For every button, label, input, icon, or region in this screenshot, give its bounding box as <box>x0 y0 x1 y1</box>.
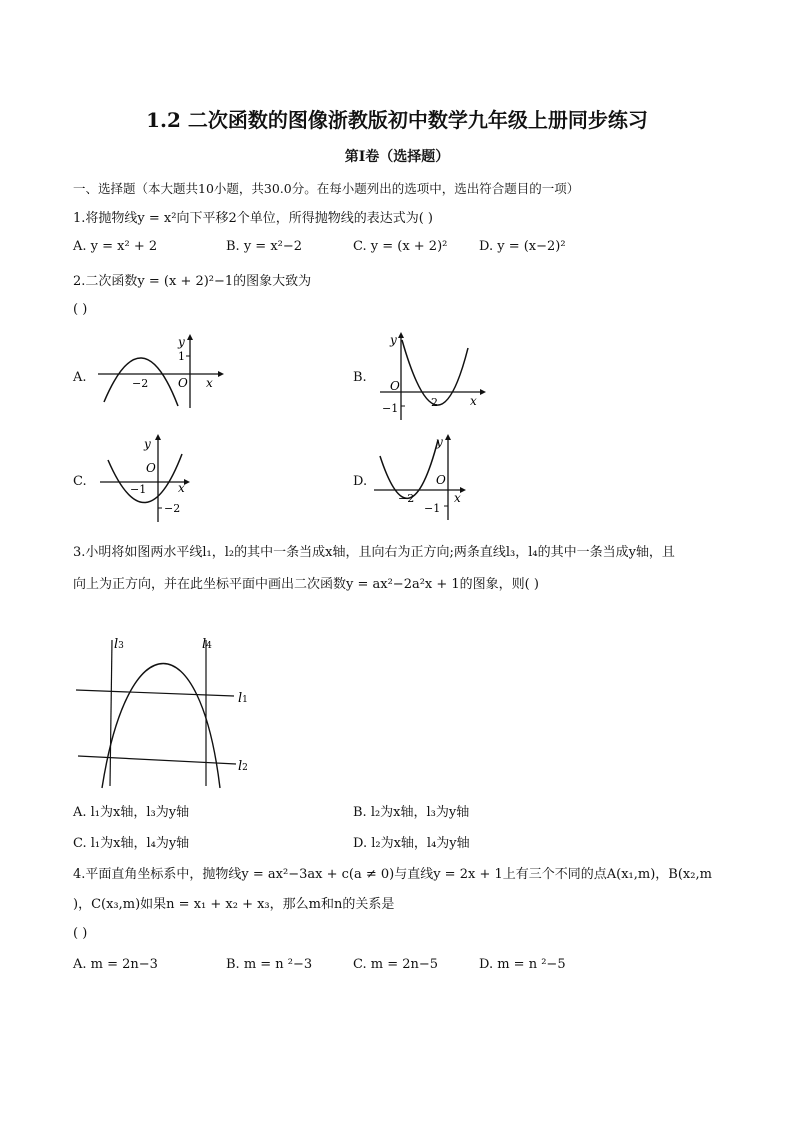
graph-a-tick-m2: −2 <box>132 377 149 390</box>
graph-b-y-label: y <box>390 333 397 347</box>
q4-option-b[interactable]: B. m = n ²−3 <box>226 957 313 972</box>
q3-label-l1-sub: 1 <box>242 695 248 705</box>
question-4-stem-line-2: )，C(x₃,m)如果n = x₁ + x₂ + x₃，那么m和n的关系是 <box>73 897 395 912</box>
graph-b-tick-2: 2 <box>431 396 438 409</box>
graph-a-x-label: x <box>206 376 213 390</box>
q2-graph-c <box>98 430 198 524</box>
q3-label-l4: l4 <box>202 637 212 652</box>
q1-option-a[interactable]: A. y = x² + 2 <box>73 239 158 254</box>
q2-graph-b <box>378 330 488 422</box>
graph-d-origin: O <box>436 473 446 487</box>
q3-option-d[interactable]: D. l₂为x轴，l₄为y轴 <box>353 836 470 851</box>
volume-subtitle: 第I卷（选择题） <box>344 149 450 165</box>
page-title: 1.2 二次函数的图像浙教版初中数学九年级上册同步练习 <box>146 108 648 132</box>
q3-option-c[interactable]: C. l₁为x轴，l₄为y轴 <box>73 836 190 851</box>
graph-d-tick-m1: −1 <box>424 502 441 515</box>
q2-option-b[interactable]: B. <box>353 370 367 385</box>
graph-c-origin: O <box>146 461 156 475</box>
q2-graph-d <box>372 430 472 522</box>
graph-a-origin: O <box>178 376 188 390</box>
graph-c-tick-m2: −2 <box>164 502 181 515</box>
q3-label-l2: l2 <box>238 759 248 774</box>
q3-label-l3-sub: 3 <box>118 641 124 651</box>
q4-option-a[interactable]: A. m = 2n−3 <box>73 957 158 972</box>
q3-label-l1: l1 <box>238 691 248 706</box>
q3-label-l3: l3 <box>114 637 124 652</box>
q4-option-d[interactable]: D. m = n ²−5 <box>479 957 566 972</box>
graph-c-tick-m1: −1 <box>130 483 147 496</box>
q3-option-a[interactable]: A. l₁为x轴，l₃为y轴 <box>73 805 190 820</box>
q4-option-c[interactable]: C. m = 2n−5 <box>353 957 439 972</box>
question-1-stem: 1.将抛物线y = x²向下平移2个单位，所得抛物线的表达式为( ) <box>73 211 433 226</box>
graph-a-tick-1: 1 <box>178 350 185 363</box>
q3-option-b[interactable]: B. l₂为x轴，l₃为y轴 <box>353 805 470 820</box>
question-3-stem-line-1: 3.小明将如图两水平线l₁，l₂的其中一条当成x轴，且向右为正方向;两条直线l₃，l₄的其中一条当成y轴，且 <box>73 545 675 560</box>
graph-b-origin: O <box>390 379 400 393</box>
question-2-stem: 2.二次函数y = (x + 2)²−1的图象大致为 <box>73 274 312 289</box>
graph-a-y-label: y <box>178 335 185 349</box>
graph-b-x-label: x <box>470 394 477 408</box>
q3-figure <box>72 630 262 790</box>
graph-b-tick-m1: −1 <box>382 402 399 415</box>
graph-c-y-label: y <box>144 437 151 451</box>
graph-c-x-label: x <box>178 481 185 495</box>
q1-option-d[interactable]: D. y = (x−2)² <box>479 239 566 254</box>
graph-d-tick-m2: −2 <box>398 492 415 505</box>
question-3-stem-line-2: 向上为正方向，并在此坐标平面中画出二次函数y = ax²−2a²x + 1的图象，则( ) <box>73 577 539 592</box>
q2-option-a[interactable]: A. <box>73 370 87 385</box>
q2-option-d[interactable]: D. <box>353 474 368 489</box>
question-4-stem-line-1: 4.平面直角坐标系中，抛物线y = ax²−3ax + c(a ≠ 0)与直线y = 2x + 1上有三个不同的点A(x₁,m)，B(x₂,m <box>73 867 712 882</box>
q3-label-l4-sub: 4 <box>206 641 212 651</box>
question-2-paren: ( ) <box>73 302 88 317</box>
q1-option-b[interactable]: B. y = x²−2 <box>226 239 303 254</box>
q1-option-c[interactable]: C. y = (x + 2)² <box>353 239 448 254</box>
section-heading: 一、选择题（本大题共10小题，共30.0分。在每小题列出的选项中，选出符合题目的一项） <box>73 181 580 196</box>
graph-d-y-label: y <box>436 435 443 449</box>
q2-graph-a <box>90 334 225 410</box>
q2-option-c[interactable]: C. <box>73 474 87 489</box>
question-4-paren: ( ) <box>73 926 88 941</box>
q3-label-l2-sub: 2 <box>242 763 248 773</box>
graph-d-x-label: x <box>454 491 461 505</box>
